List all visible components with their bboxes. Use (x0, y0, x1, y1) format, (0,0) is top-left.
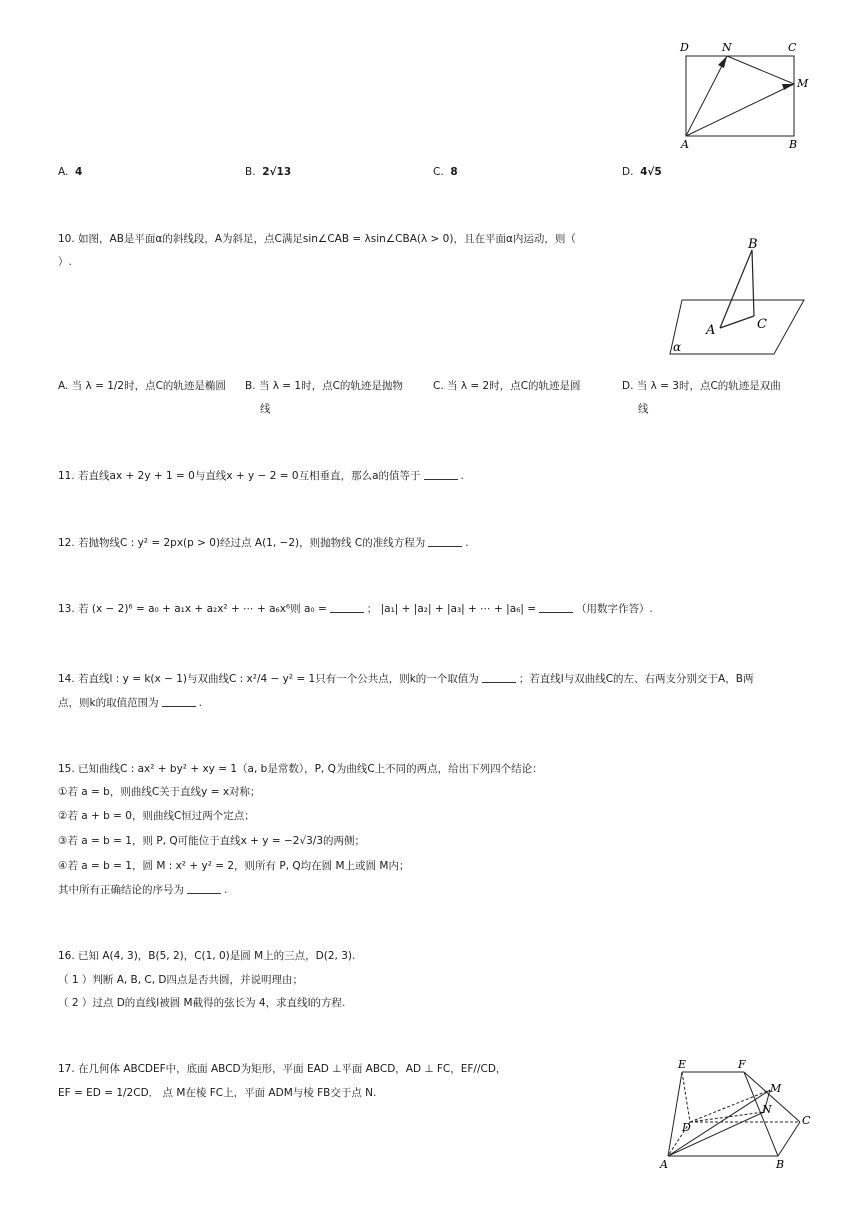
q14-answer-blank-1[interactable] (482, 682, 516, 683)
q12-answer-blank[interactable] (428, 546, 462, 547)
q9-option-a: A. 4 (58, 166, 83, 178)
q17-label-d: D (682, 1121, 691, 1134)
q16-stem: 16. 已知 A(4, 3)，B(5, 2)，C(1, 0)是圆 M上的三点，D(2, 3). (58, 950, 356, 962)
q9-option-c: C. 8 (433, 166, 458, 178)
q10-option-a: A. 当 λ = 1/2时，点C的轨迹是椭圆 (58, 380, 226, 392)
q9-rectangle-figure (672, 38, 817, 153)
q13-line: 13. 若 (x − 2)⁶ = a₀ + a₁x + a₂x² + ⋯ + a₆x⁶则 a₀ = ； |a₁| + |a₂| + |a₃| + ⋯ + |a₆| = （用数字作答）. (58, 603, 653, 615)
q15-item-2: ②若 a + b = 0，则曲线C恒过两个定点； (58, 810, 255, 822)
q17-label-c: C (802, 1114, 811, 1127)
q17-solid-figure (656, 1054, 816, 1172)
q13-answer-blank-2[interactable] (539, 612, 573, 613)
q9-label-m: M (797, 77, 809, 90)
q16-item-2: （ 2 ）过点 D的直线l被圆 M截得的弦长为 4，求直线l的方程. (58, 997, 346, 1009)
q17-line-2: EF = ED = 1/2CD． 点 M在棱 FC上，平面 ADM与棱 FB交于点 N. (58, 1087, 377, 1099)
q17-line-1: 17. 在几何体 ABCDEF中，底面 ABCD为矩形，平面 EAD ⊥平面 ABCD，AD ⊥ FC，EF//CD， (58, 1063, 507, 1075)
q11-answer-blank[interactable] (424, 479, 458, 480)
q10-option-b: B. 当 λ = 1时，点C的轨迹是抛物 (245, 380, 403, 392)
q14-line-1: 14. 若直线l : y = k(x − 1)与双曲线C : x²/4 − y² = 1只有一个公共点，则k的一个取值为 ；若直线l与双曲线C的左、右两支分别交于A，B两 (58, 673, 754, 685)
q10-label-alpha: α (673, 340, 682, 354)
q17-label-e: E (678, 1058, 687, 1071)
q10-plane-figure (660, 236, 810, 358)
q10-option-d-cont: 线 (638, 403, 649, 415)
q9-label-d: D (680, 41, 689, 54)
q15-answer-blank[interactable] (187, 893, 221, 894)
q17-label-m: M (770, 1082, 782, 1095)
q17-label-b: B (776, 1158, 785, 1171)
q10-label-a: A (706, 323, 716, 338)
q15-item-4: ④若 a = b = 1，圆 M : x² + y² = 2，则所有 P, Q均在圆 M上或圆 M内； (58, 860, 410, 872)
q10-option-d: D. 当 λ = 3时，点C的轨迹是双曲 (622, 380, 781, 392)
q17-label-n: N (762, 1103, 772, 1116)
q9-label-n: N (722, 41, 732, 54)
q9-label-c: C (788, 41, 797, 54)
q15-item-1: ①若 a = b，则曲线C关于直线y = x对称； (58, 786, 261, 798)
q12-line: 12. 若抛物线C : y² = 2px(p > 0)经过点 A(1, −2)，则抛物线 C的准线方程为 . (58, 537, 469, 549)
q9-option-d: D. 4√5 (622, 166, 662, 178)
q13-answer-blank-1[interactable] (330, 612, 364, 613)
q10-option-b-cont: 线 (260, 403, 271, 415)
q11-line: 11. 若直线ax + 2y + 1 = 0与直线x + y − 2 = 0互相垂直，那么a的值等于 . (58, 470, 464, 482)
q17-label-a: A (660, 1158, 668, 1171)
q10-option-c: C. 当 λ = 2时，点C的轨迹是圆 (433, 380, 581, 392)
q10-stem: 10. 如图，AB是平面α的斜线段，A为斜足，点C满足sin∠CAB = λsin∠CBA(λ > 0)，且在平面α内运动，则（ (58, 233, 576, 245)
q17-label-f: F (738, 1058, 746, 1071)
q9-option-b: B. 2√13 (245, 166, 292, 178)
q15-conclusion: 其中所有正确结论的序号为 . (58, 884, 228, 896)
q9-label-b: B (789, 138, 798, 151)
q14-answer-blank-2[interactable] (162, 706, 196, 707)
q16-item-1: （ 1 ）判断 A, B, C, D四点是否共圆，并说明理由； (58, 974, 304, 986)
q14-line-2: 点，则k的取值范围为 . (58, 697, 202, 709)
q9-label-a: A (681, 138, 689, 151)
q10-label-b: B (748, 237, 758, 252)
q15-item-3: ③若 a = b = 1，则 P, Q可能位于直线x + y = −2√3/3的两侧； (58, 835, 366, 847)
q15-stem: 15. 已知曲线C : ax² + by² + xy = 1（a, b是常数），P, Q为曲线C上不同的两点，给出下列四个结论： (58, 763, 543, 775)
q10-stem-end: ）. (58, 256, 72, 268)
q10-label-c: C (757, 317, 767, 332)
